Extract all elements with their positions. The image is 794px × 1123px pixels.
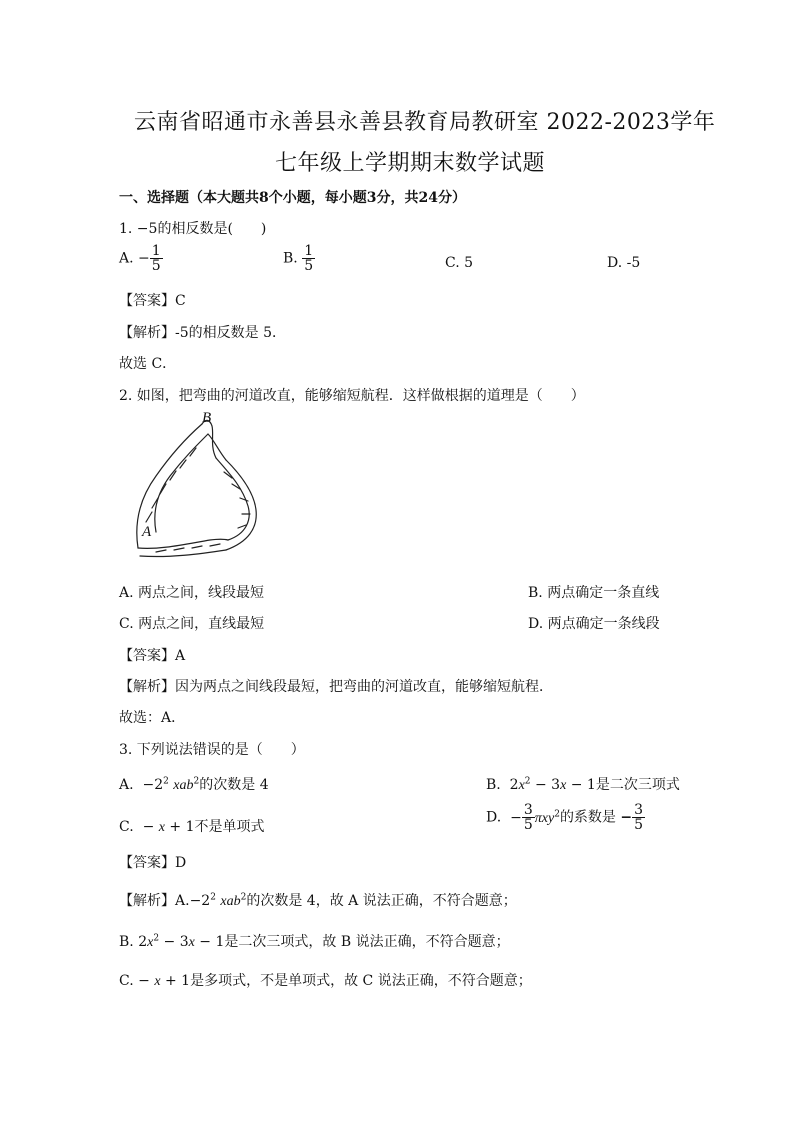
q3-option-b: B. $2x^2 - 3x - 1$是二次三项式 [486,776,680,793]
q3-option-c: C. − x + 1不是单项式 [119,819,265,835]
q3-option-c-expr: − x + 1 [142,819,195,835]
q1-option-b-fraction: $\frac{1}{5}$ [304,243,314,274]
section-heading: 一、选择题（本大题共8个小题，每小题3分，共24分） [119,190,466,206]
q3-option-d-minus: − [620,809,633,826]
q3-option-a: A. $-2^2$ xab$^2$的次数是 4 [119,776,269,793]
q3-answer: 【答案】D [119,855,187,871]
q1-option-d: D. -5 [607,255,641,271]
q2-option-d: D. 两点确定一条线段 [528,616,660,632]
q1-answer: 【答案】C [119,293,186,309]
river-label-b: B [202,410,212,426]
q3-option-d-expr: − $\frac{3}{5}$ πxy$^2$ [510,802,560,833]
q3-analysis-line2: B. $2x^2 - 3x - 1$是二次三项式，故 B 说法正确，不符合题意； [119,933,510,950]
q1-option-a-sign: − [138,250,150,267]
q3-analysis-line3: C. − x + 1是多项式，不是单项式，故 C 说法正确，不符合题意； [119,973,532,989]
q3-option-b-expr: $2x^2 - 3x - 1$ [509,776,596,793]
q1-option-b-prefix: B. [283,250,298,267]
q1-option-a [119,244,163,273]
q1-stem: 1. −5的相反数是( ) [119,221,267,237]
q2-option-c: C. 两点之间，直线最短 [119,616,265,632]
river-label-a: A [142,524,152,540]
q2-stem: 2. 如图，把弯曲的河道改直，能够缩短航程．这样做根据的道理是（ ） [119,388,585,404]
q2-answer: 【答案】A [119,648,186,664]
q2-conclusion: 故选：A． [119,710,186,726]
q3-option-a-expr: $-2^2$ xab$^2$ [142,776,200,793]
q1-option-b [283,244,315,273]
q1-option-a-fraction: $\frac{1}{5}$ [151,243,161,274]
q2-option-a: A. 两点之间，线段最短 [119,585,265,601]
q2-option-b: B. 两点确定一条直线 [528,585,660,601]
q1-option-c: C. 5 [445,255,474,271]
q1-analysis: 【解析】-5的相反数是 5． [119,325,286,341]
q1-option-a-prefix: A. [119,250,134,267]
q2-analysis: 【解析】因为两点之间线段最短，把弯曲的河道改直，能够缩短航程． [119,679,553,695]
q3-option-d: D. − $\frac{3}{5}$ πxy$^2$的系数是 − $\frac{3}{5}$ [486,802,644,833]
page-title-line2: 七年级上学期期末数学试题 [275,151,546,176]
page-title-line1: 云南省昭通市永善县永善县教育局教研室 2022-2023学年 [134,110,716,135]
river-figure [130,410,265,560]
q1-conclusion: 故选 C． [119,356,177,372]
q3-stem: 3. 下列说法错误的是（ ） [119,742,305,758]
q3-analysis-line1: 【解析】$A.-2^2$ xab$^2$的次数是 4，故 A 说法正确，不符合题意； [119,892,517,909]
q3-option-d-fraction: $\frac{3}{5}$ [634,802,644,833]
